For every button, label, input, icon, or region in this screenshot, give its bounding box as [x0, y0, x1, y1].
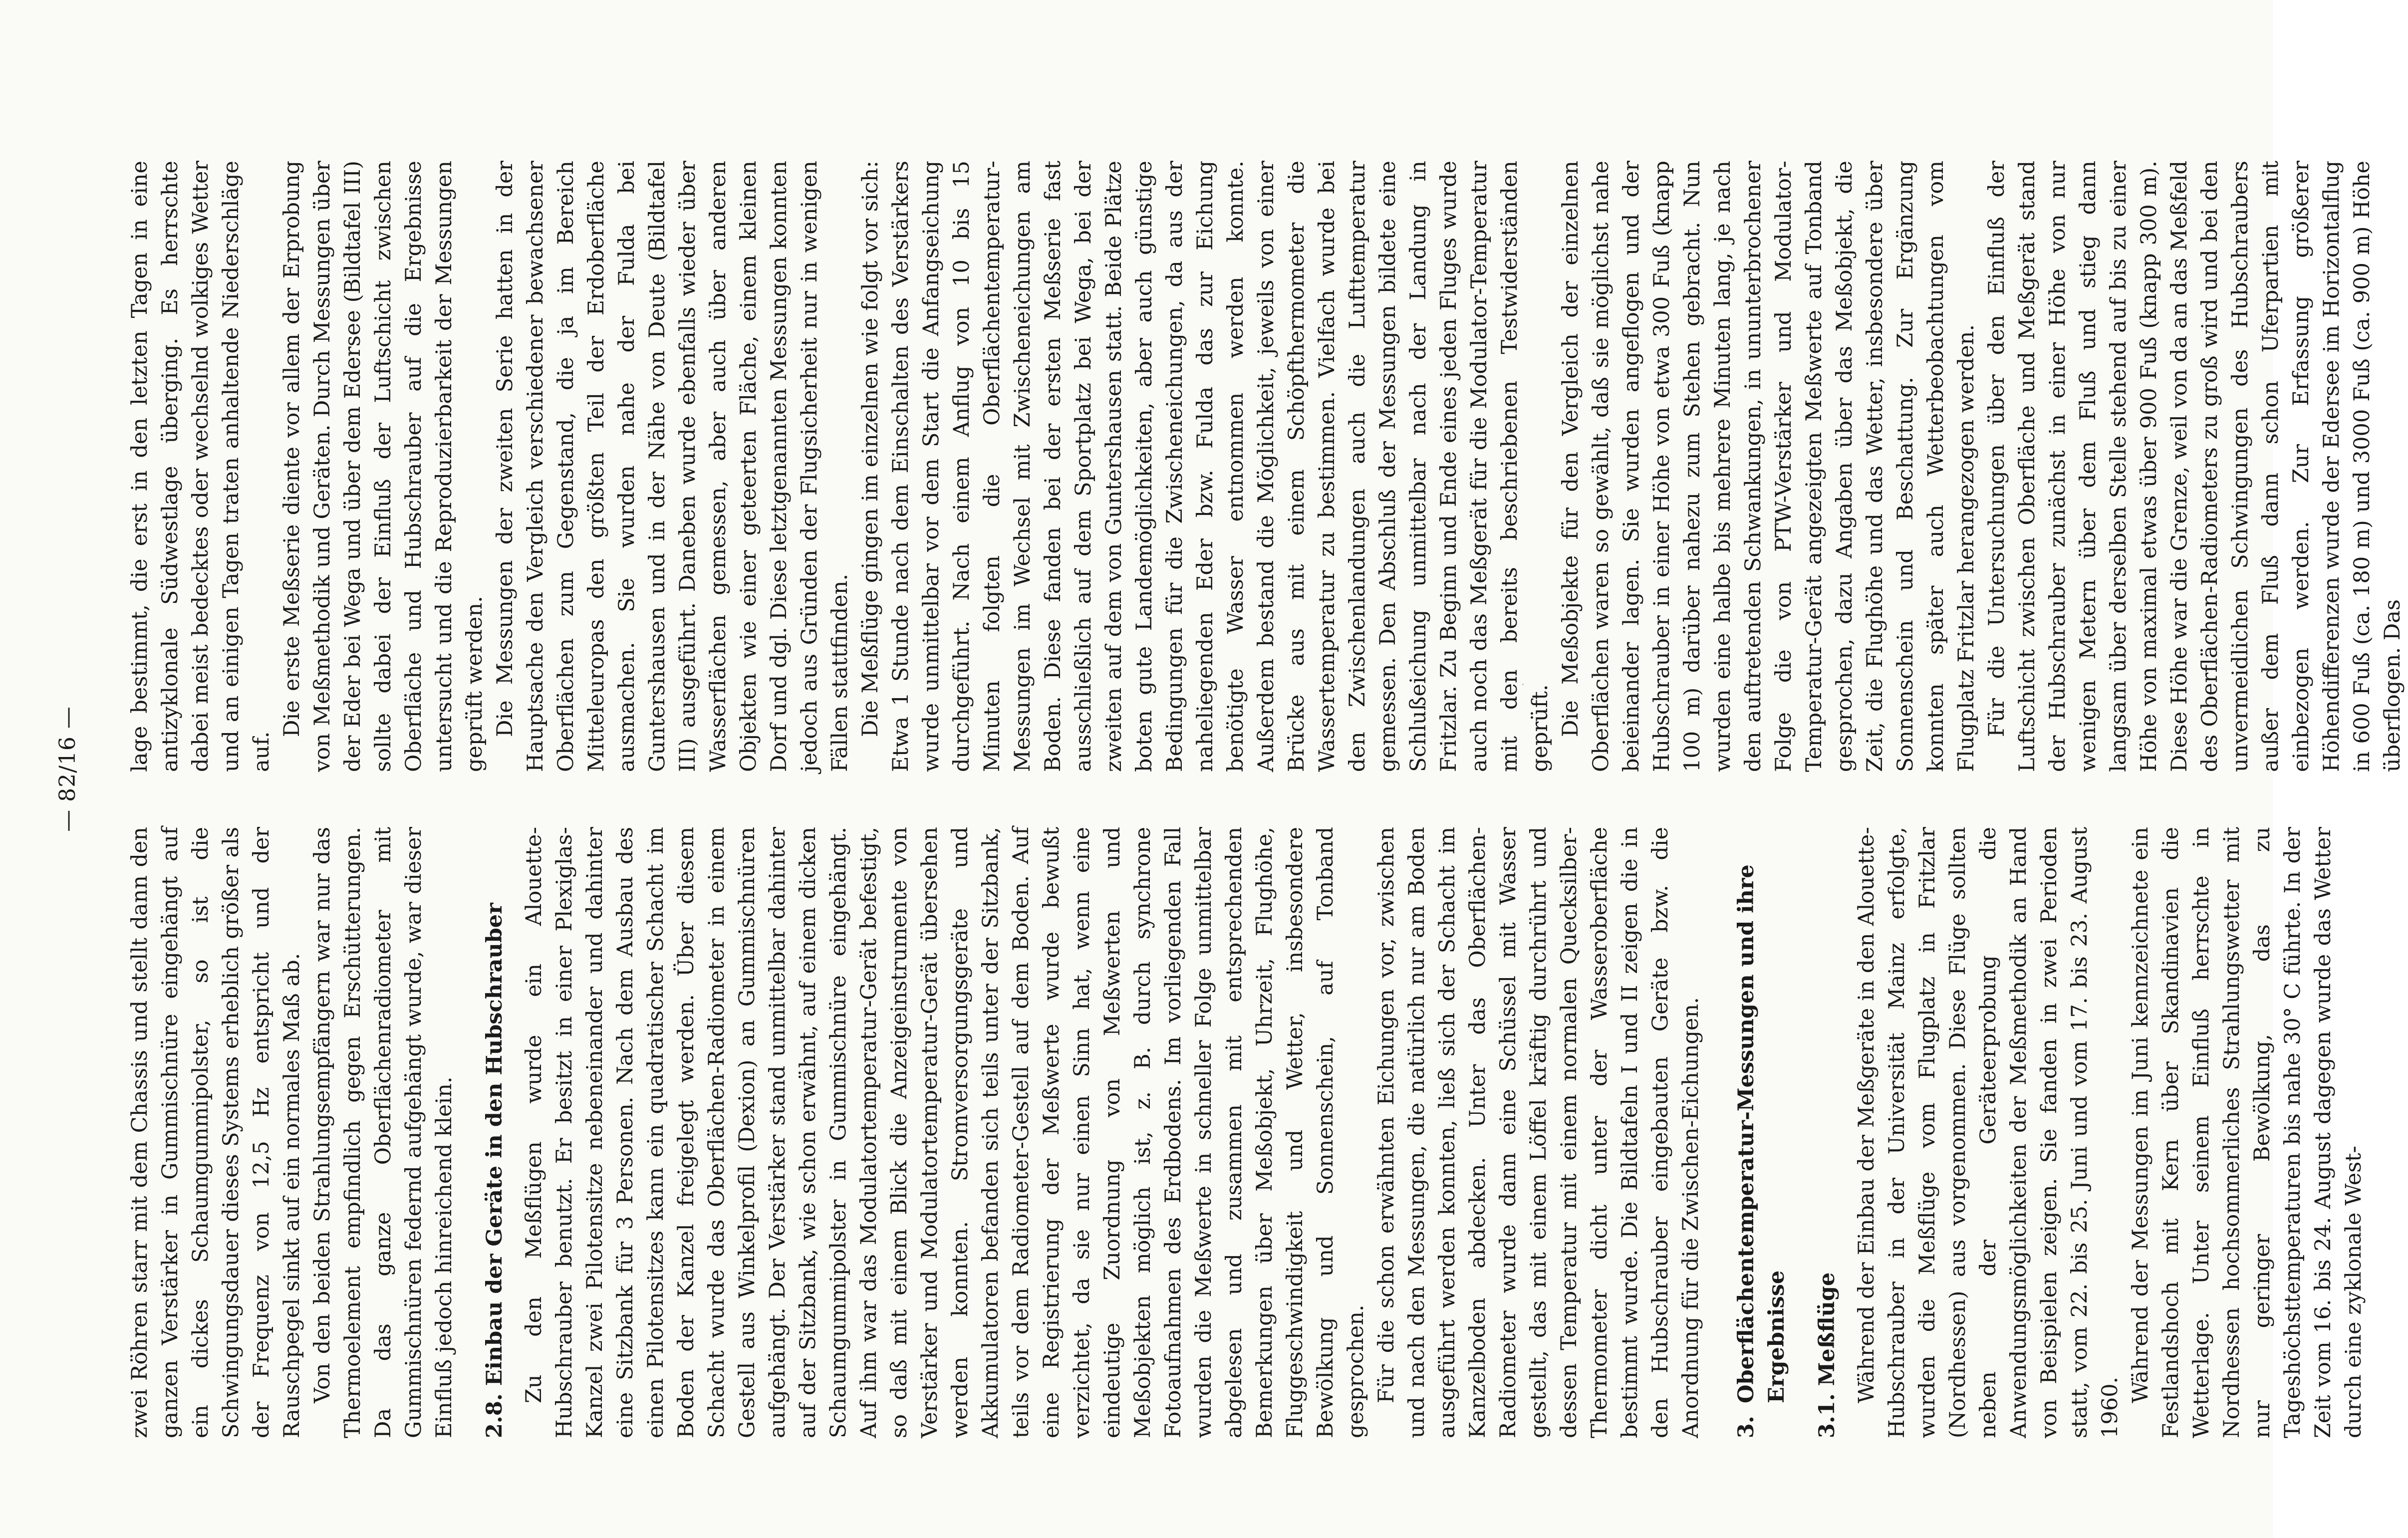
- paragraph: Von den beiden Strahlungsempfängern war nur das Thermoelement empfindlich gegen Erschütterungen. Da das ganze Oberflächenradiometer mit Gummischnüren federnd aufgehängt wurde, war dieser Einfluß jedoch hinreichend klein.: [310, 827, 457, 1438]
- paragraph: Während der Messungen im Juni kennzeichnete ein Festlandshoch mit Kern über Skandinavien die Wetterlage. Unter seinem Einfluß herrschte in Nordhessen hochsommerliches Strahlungswetter mit nur geringer Bewölkung, das zu Tageshöchsttemperaturen bis nahe 30° C führte. In der Zeit vom 16. bis 24. August dagegen wurde das Wetter durch eine zyklonale West-: [2128, 827, 2366, 1438]
- paragraph: Die Meßflüge gingen im einzelnen wie folgt vor sich: Etwa 1 Stunde nach dem Einschalten des Verstärkers wurde unmittelbar vor dem Start die Anfangseichung durchgeführt. Nach einem Anflug von 10 bis 15 Minuten folgten die Oberflächentemperatur-Messungen im Wechsel mit Zwischeneichungen am Boden. Diese fanden bei der ersten Meßserie fast ausschließlich auf dem Sportplatz bei Wega, bei der zweiten auf dem von Guntershausen statt. Beide Plätze boten gute Landemöglichkeiten, aber auch günstige Bedingungen für die Zwischeneichungen, da aus der naheliegenden Eder bzw. Fulda das zur Eichung benötigte Wasser entnommen werden konnte. Außerdem bestand die Möglichkeit, jeweils von einer Brücke aus mit einem Schöpfthermometer die Wassertemperatur zu bestimmen. Vielfach wurde bei den Zwischenlandungen auch die Lufttemperatur gemessen. Den Abschluß der Messungen bildete eine Schlußeichung unmittelbar nach der Landung in Fritzlar. Zu Beginn und Ende eines jeden Fluges wurde auch noch das Meßgerät für die Modulator-Temperatur mit den bereits beschriebenen Testwiderständen geprüft.: [858, 161, 1553, 772]
- chapter-number: 3.: [1734, 1416, 1759, 1438]
- paragraph: Zu den Meßflügen wurde ein Alouette-Hubschrauber benutzt. Er besitzt in einer Plexiglas-Kanzel zwei Pilotensitze nebeneinander und dahinter eine Sitzbank für 3 Personen. Nach dem Ausbau des einen Pilotensitzes kann ein quadratischer Schacht im Boden der Kanzel freigelegt werden. Über diesem Schacht wurde das Oberflächen-Radiometer in einem Gestell aus Winkelprofil (Dexion) an Gummischnüren aufgehängt. Der Verstärker stand unmittelbar dahinter auf der Sitzbank, wie schon erwähnt, auf einem dicken Schaumgummipolster in Gummischnüre eingehängt. Auf ihm war das Modulatortemperatur-Gerät befestigt, so daß mit einem Blick die Anzeigeinstrumente von Verstärker und Modulatortemperatur-Gerät übersehen werden konnten. Stromversorgungsgeräte und Akkumulatoren befanden sich teils unter der Sitzbank, teils vor dem Radiometer-Gestell auf dem Boden. Auf eine Registrierung der Meßwerte wurde bewußt verzichtet, da sie nur einen Sinn hat, wenn eine eindeutige Zuordnung von Meßwerten und Meßobjekten möglich ist, z. B. durch synchrone Fotoaufnahmen des Erdbodens. Im vorliegenden Fall wurden die Meßwerte in schneller Folge unmittelbar abgelesen und zusammen mit entsprechenden Bemerkungen über Meßobjekt, Uhrzeit, Flughöhe, Fluggeschwindigkeit und Wetter, insbesondere Bewölkung und Sonnenschein, auf Tonband gesprochen.: [522, 827, 1368, 1438]
- chapter-heading-3: [1731, 827, 1792, 1438]
- page-number: — 82/16 —: [55, 706, 80, 832]
- paragraph: Die Meßobjekte für den Vergleich der einzelnen Oberflächen waren so gewählt, daß sie möglichst nahe beieinander lagen. Sie wurden angeflogen und der Hubschrauber in einer Höhe von etwa 300 Fuß (knapp 100 m) darüber nahezu zum Stehen gebracht. Nun wurden eine halbe bis mehrere Minuten lang, je nach den auftretenden Schwankungen, in ununterbrochener Folge die von PTW-Verstärker und Modulator-Temperatur-Gerät angezeigten Meßwerte auf Tonband gesprochen, dazu Angaben über das Meßobjekt, die Zeit, die Flughöhe und das Wetter, insbesondere über Sonnenschein und Beschattung. Zur Ergänzung konnten später auch Wetterbeobachtungen vom Flugplatz Fritzlar herangezogen werden.: [1558, 161, 1979, 772]
- paragraph: Die Messungen der zweiten Serie hatten in der Hauptsache den Vergleich verschiedener bewachsener Oberflächen zum Gegenstand, die ja im Bereich Mitteleuropas den größten Teil der Erdoberfläche ausmachen. Sie wurden nahe der Fulda bei Guntershausen und in der Nähe von Deute (Bildtafel III) ausgeführt. Daneben wurde ebenfalls wieder über Wasserflächen gemessen, aber auch über anderen Objekten wie einer geteerten Fläche, einem kleinen Dorf und dgl. Diese letztgenannten Messungen konnten jedoch aus Gründen der Flugsicherheit nur in wenigen Fällen stattfinden.: [493, 161, 852, 772]
- section-heading-3-1: 3.1. Meßflüge: [1815, 1272, 1840, 1438]
- chapter-title-line-2: Ergebnisse: [1764, 1270, 1789, 1403]
- paragraph: zwei Röhren starr mit dem Chassis und stellt dann den ganzen Verstärker in Gummischnüre eingehängt auf ein dickes Schaumgummipolster, so ist die Schwingungsdauer dieses Systems erheblich größer als der Frequenz von 12,5 Hz entspricht und der Rauschpegel sinkt auf ein normales Maß ab.: [127, 827, 304, 1438]
- chapter-title-line-1: Oberflächentemperatur-Messungen und ihre: [1734, 864, 1759, 1403]
- paragraph: lage bestimmt, die erst in den letzten Tagen in eine antizyklonale Südwestlage überging. Es herrschte dabei meist bedecktes oder wechselnd wolkiges Wetter und an einigen Tagen traten anhaltende Niederschläge auf.: [127, 161, 274, 772]
- paragraph: Für die Untersuchungen über den Einfluß der Luftschicht zwischen Oberfläche und Meßgerät stand der Hubschrauber zunächst in einer Höhe von nur wenigen Metern über dem Fluß und stieg dann langsam über derselben Stelle stehend auf bis zu einer Höhe von maximal etwas über 900 Fuß (knapp 300 m). Diese Höhe war die Grenze, weil von da an das Meßfeld des Oberflächen-Radiometers zu groß wird und bei den unvermeidlichen Schwingungen des Hubschraubers außer dem Fluß dann schon Uferpartien mit einbezogen werden. Zur Erfassung größerer Höhendifferenzen wurde der Edersee im Horizontalflug in 600 Fuß (ca. 180 m) und 3000 Fuß (ca. 900 m) Höhe überflogen. Das: [1984, 161, 2405, 772]
- section-heading-2-8: 2.8. Einbau der Geräte in den Hubschrauber: [482, 903, 507, 1438]
- paragraph: Die erste Meßserie diente vor allem der Erprobung von Meßmethodik und Geräten. Durch Messungen über der Eder bei Wega und über dem Edersee (Bildtafel III) sollte dabei der Einfluß der Luftschicht zwischen Oberfläche und Hubschrauber auf die Ergebnisse untersucht und die Reproduzierbarkeit der Messungen geprüft werden.: [279, 161, 487, 772]
- paragraph: Für die schon erwähnten Eichungen vor, zwischen und nach den Messungen, die natürlich nur am Boden ausgeführt werden konnten, ließ sich der Schacht im Kanzelboden abdecken. Unter das Oberflächen-Radiometer wurde dann eine Schüssel mit Wasser gestellt, das mit einem Löffel kräftig durchrührt und dessen Temperatur mit einem normalen Quecksilber-Thermometer dicht unter der Wasseroberfläche bestimmt wurde. Die Bildtafeln I und II zeigen die in den Hubschrauber eingebauten Geräte bzw. die Anordnung für die Zwischen-Eichungen.: [1374, 827, 1703, 1438]
- paragraph: Während der Einbau der Meßgeräte in den Alouette-Hubschrauber in der Universität Mainz erfolgte, wurden die Meßflüge vom Flugplatz in Fritzlar (Nordhessen) aus vorgenommen. Diese Flüge sollten neben der Geräteerprobung die Anwendungsmöglichkeiten der Meßmethodik an Hand von Beispielen zeigen. Sie fanden in zwei Perioden statt, vom 22. bis 25. Juni und vom 17. bis 23. August 1960.: [1854, 827, 2123, 1438]
- left-text-column: [125, 827, 2366, 1438]
- right-text-column: [125, 161, 2405, 772]
